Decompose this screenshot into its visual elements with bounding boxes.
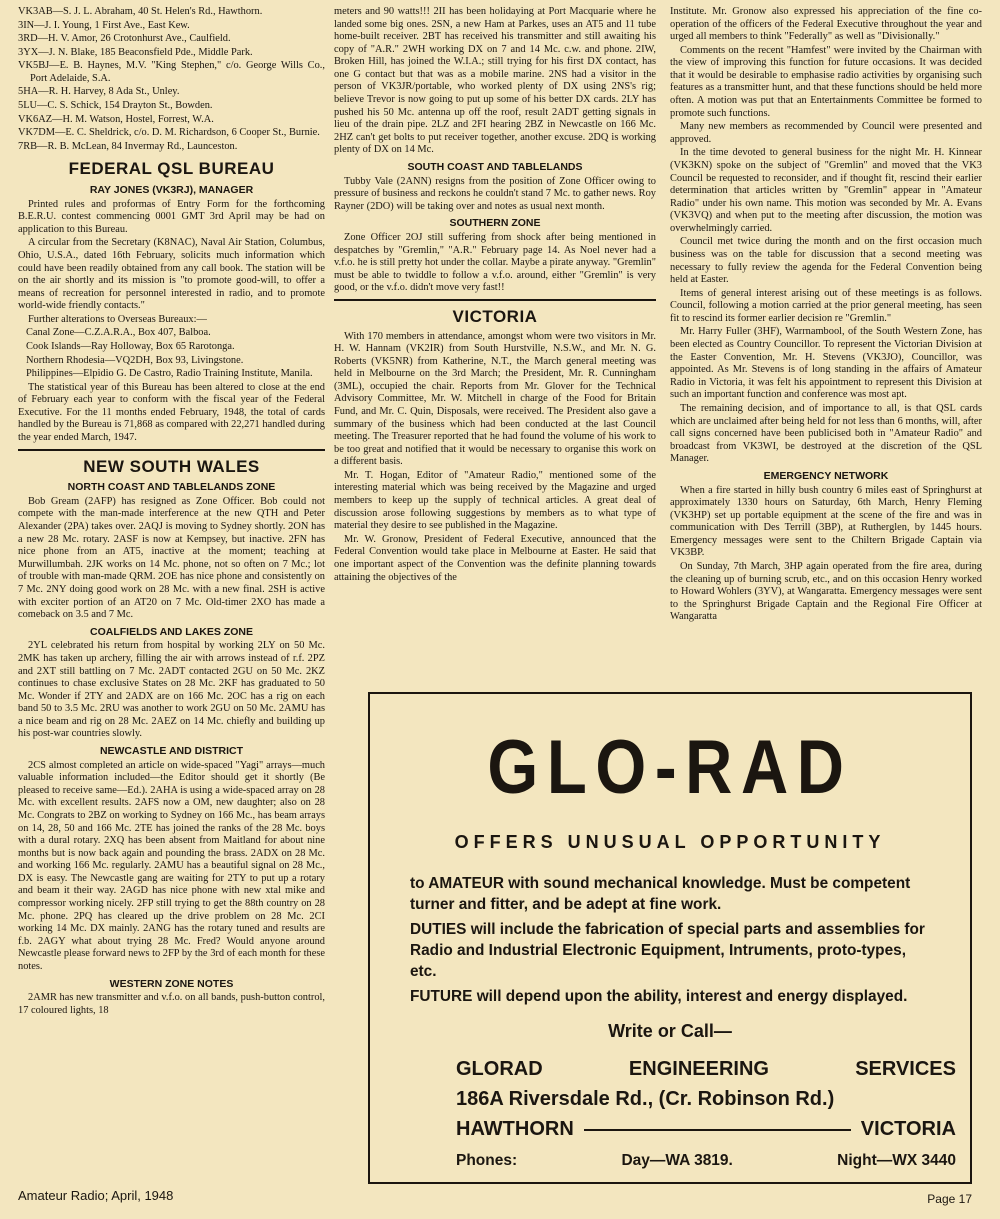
callsign-entry: 5LU—C. S. Schick, 154 Drayton St., Bowden. (18, 100, 213, 112)
ad-state: VICTORIA (860, 1118, 956, 1140)
ad-address-text: 186A Riversdale Rd., (Cr. Robinson Rd.) (456, 1088, 835, 1110)
callsign-entry: VK5BJ—E. B. Haynes, M.V. "King Stephen," c/o. George Wills Co., Port Adelaide, S.A. (18, 60, 325, 84)
column-middle (334, 6, 656, 686)
ad-city-line (456, 1118, 956, 1141)
ad-tagline: OFFERS UNUSUAL OPPORTUNITY (454, 832, 886, 852)
ad-phone-label: Phones: (456, 1152, 518, 1169)
divider (334, 299, 656, 301)
nsw-heading: NEW SOUTH WALES (83, 456, 260, 476)
ad-paragraph: DUTIES will include the fabrication of special parts and assemblies for Radio and Industrial Electronic Equipment, Intruments, proto-types, etc. (410, 921, 925, 980)
callsign-entry: 3RD—H. V. Amor, 26 Crotonhurst Ave., Caulfield. (18, 33, 231, 45)
bureau-entry: Canal Zone—C.Z.A.R.A., Box 407, Balboa. (26, 327, 211, 339)
callsign-entry: 7RB—R. B. McLean, 84 Invermay Rd., Launceston. (18, 140, 238, 152)
victoria-paragraph: Mr. Harry Fuller (3HF), Warrnambool, of the South Western Zone, has been elected as Country Councillor. To represent the Victorian Division at the Easter Convention, Mr. H. Stevens (VK3JO), Councillor, was appointed. As Mr. Stevens is of long standing in the affairs of Amateur Radio in Victoria, it was felt his appointment to represent this Division at such an important function and conference was most apt. (670, 326, 982, 401)
callsign-entry: VK6AZ—H. M. Watson, Hostel, Forrest, W.A. (18, 113, 214, 125)
zone-notes: 2YL celebrated his return from hospital by working 2LY on 50 Mc. 2MK has taken up archery, filling the air with arrows instead of r.f. 2PZ and 2XT still battling on 7 Mc. 2ADT contacted 2GU on 50 Mc. 2KZ continues to chase exclusive States on 28 Mc. 2KF has graduated to 50 Mc. Wonder if 2TY and 2ADX are on 166 Mc. 2OC has a rig on each band 50 to 3.5 Mc. 2RU was another to work 2GU on 50 Mc. 2AMU has a nice beam and rig on 28 Mc. 2AEZ on 14 Mc. chiefly and building up his post-war countries slowly. (18, 640, 325, 740)
zone-notes: Bob Gream (2AFP) has resigned as Zone Officer. Bob could not compete with the man-made interference at the new QTH and Peter Alexander (2PA) takes over. 2AQJ is moving to Sydney shortly. 2ON has a new 28 Mc. rotary. 2ASF is now at Kempsey, but inactive. 2FN has nice phone from an AT5, inactive at the moment; teaching at Murwillumbah. 2JK works on 14 Mc. phone, not so often on 7 Mc.; lot of trouble with man-made QRM. 2OE has nice phone and consistently on 7 Mc. 2NY doing good work on 28 Mc. with a new final. 2SH is active with exciter portion of an AT20 on 7 Mc. Old-timer 2XO has made a comeback on 3.5 and 7 Mc. (18, 495, 325, 621)
zone-notes: Zone Officer 2OJ still suffering from shock after being mentioned in despatches by "Gremlin," "A.R." February page 14. As Noel never had a v.f.o. he is still pretty hot under the collar. Maybe a pirate anyway. "Gremlin" must be able to twiddle to follow a v.f.o. around, either "Gremlin" is very good, or the v.f.o. didn't move very fast!! (334, 232, 656, 294)
newcastle-heading: NEWCASTLE AND DISTRICT (99, 744, 244, 757)
victoria-heading: VICTORIA (452, 306, 538, 326)
callsign-entry: 3YX—J. N. Blake, 185 Beaconsfield Pde., Middle Park. (18, 46, 253, 58)
column-right (670, 6, 982, 686)
qsl-paragraph: A circular from the Secretary (K8NAC), Naval Air Station, Columbus, Ohio, U.S.A., dated 16th February, solicits much information which could have been readily obtained from any call book. The station will be on the air shortly and its mission is "to promote good-will, to offer a means of recreation for personnel interested in radio, and to promote world-wide friendly contacts." (18, 237, 325, 312)
callsign-entry: VK3AB—S. J. L. Abraham, 40 St. Helen's Rd., Hawthorn. (18, 6, 263, 17)
ad-paragraph: FUTURE will depend upon the ability, interest and energy displayed. (410, 988, 908, 1005)
bureau-entry: Cook Islands—Ray Holloway, Box 65 Rarotonga. (26, 340, 235, 352)
ad-company-word: SERVICES (855, 1058, 956, 1080)
callsign-entry: VK7DM—E. C. Sheldrick, c/o. D. M. Richardson, 6 Cooper St., Burnie. (18, 127, 320, 139)
zone-notes: 2CS almost completed an article on wide-spaced "Yagi" arrays—much valuable information included—the Editor should get it shortly (Be pleased to receive same—Ed.). 2AHA is using a wide-spaced array on 28 Mc. with excellent results. 2AFS now a OM, new daughter; also on 28 Mc. Congrats to 2BZ on working to Sydney on 166 Mc., has beam arrays on 14, 28, 50 and 166 Mc. 2TE has joined the ranks of the 28 Mc. boys with a dural rotary. 2XQ has been absent from Maitland for about nine months but is now back again and pounding the brass. 2ADX on 28 Mc. and working 166 Mc. regularly. 2AMU has a beautiful signal on 28 Mc., DX is easy. The Newcastle gang are waiting for 2TY to put up a rotary and beam it their way. 2AGD has nice phone with new xtal mike and compressor working nicely. 2FP still trying to get the 88th country on 28 Mc. phone. 2PQ has cleared up the drive problem on 28 Mc. 2CI working 14 Mc. DX mainly. 2ANG has the rotary tuned and results are f.b. 2AGY what about trying 28 Mc. Fred? Would anyone around Newcastle please forward news to 2FP by the 3rd of each month for these notes. (18, 759, 325, 972)
qsl-manager-subheading: RAY JONES (VK3RJ), MANAGER (89, 183, 254, 196)
zone-notes: Tubby Vale (2ANN) resigns from the position of Zone Officer owing to pressure of business and reckons he couldn't stand 7 Mc. to gather news. Roy Rayner (2DO) will be taking over and notes as usual next month. (334, 175, 656, 212)
ad-city: HAWTHORN (456, 1118, 574, 1140)
victoria-paragraph: Many new members as recommended by Council were presented and approved. (670, 121, 982, 145)
bureau-entry: Northern Rhodesia—VQ2DH, Box 93, Livingstone. (26, 354, 244, 366)
ad-dash (584, 1129, 851, 1131)
southern-zone-heading: SOUTHERN ZONE (449, 217, 541, 230)
ad-call-to-action: Write or Call— (608, 1021, 732, 1041)
western-zone-heading: WESTERN ZONE NOTES (109, 977, 234, 990)
zone-notes: meters and 90 watts!!! 2II has been holidaying at Port Macquarie where he landed some big ones. 2SN, a new Ham at Parkes, uses an AT5 and 11 tube home-built receiver. 2BT has received his transmitter and still awaiting his copy of "A.R." 2WH working DX on 7 and 14 Mc. c.w. and phone. 2IW, Broken Hill, has joined the W.I.A.; still trying for his first DX contact, has one G contact but that was as a mobile marine. 2NS had a visitor in the person of VK3JR/portable, who worked plenty of DX using 2NS's rig; believe Trevor is now going to put up some of his better DX cards. 2LY has pushed his 50 Mc. antenna up off the roof, result 2ADT getting signals in lieu of the drain pipe. 2LZ and 2FI hearing 2BZ in Newcastle on 166 Mc. 2HZ can't get bolts to put receiver together, another excuse. 2DQ is working plenty of DX on 14 Mc. (334, 6, 656, 156)
qsl-paragraph: Further alterations to Overseas Bureaux:— (28, 313, 207, 325)
victoria-paragraph: The remaining decision, and of importance to all, is that QSL cards which are unclaimed after being held for not less than 6 months, will, after call signs concerned have been publicised both in "Amateur Radio" and broadcast from VK3WI, be destroyed at the discretion of the QSL Manager. (670, 402, 982, 465)
victoria-paragraph: Institute. Mr. Gronow also expressed his appreciation of the fine co-operation of the officers of the Federal Executive throughout the year and urged all members to think "Federally" as well as "Divisionally." (670, 6, 982, 43)
north-coast-heading: NORTH COAST AND TABLELANDS ZONE (67, 481, 276, 494)
ad-paragraph: to AMATEUR with sound mechanical knowledge. Must be competent turner and fitter, and be adept at fine work. (410, 875, 911, 913)
qsl-paragraph: Printed rules and proformas of Entry Form for the forthcoming B.E.R.U. contest commencing 0001 GMT 3rd April may be had on application to this Bureau. (18, 198, 325, 235)
victoria-paragraph: Mr. T. Hogan, Editor of "Amateur Radio," mentioned some of the interesting material which was being received by the Magazine and urged members to keep up the supply of technical articles. A great deal of discussion arose following suggestions by members as to what type of material they desire to see published in the Magazine. (334, 469, 656, 532)
victoria-paragraph: In the time devoted to general business for the night Mr. H. Kinnear (VK3KN) spoke on the subject of "Gremlin" and moved that the VK3 Council be requested to reconsider, and if thought fit, rescind their earlier determination that articles written by "Gremlin" appear in "Amateur Radio" under his own name. This motion was seconded by Mr. A. Evans (VK3VQ) and when put to the meeting after discussion, the motion was overwhelmingly carried. (670, 147, 982, 234)
footer-publication: Amateur Radio; April, 1948 (18, 1188, 174, 1203)
emergency-paragraph: On Sunday, 7th March, 3HP again operated from the fire area, during the cleaning up of burning scrub, etc., and on this occasion Henry worked to Howard Wohlers (3YV), at Wangaratta. Emergency messages were sent to the Springhurst Brigade Captain and the Regional Fire Officer at Wangaratta (670, 560, 982, 623)
footer-page-number: Page 17 (927, 1192, 972, 1206)
victoria-paragraph: Items of general interest arising out of these meetings is as follows. Council, following a motion carried at the prior general meeting, has seen fit to rescind its former earlier decision re "Gremlin." (670, 287, 982, 324)
bureau-entry: Philippines—Elpidio G. De Castro, Radio Training Institute, Manila. (26, 368, 313, 380)
zone-notes: 2AMR has new transmitter and v.f.o. on all bands, push-button control, 17 coloured lights, 18 (18, 992, 325, 1016)
ad-company-name (456, 1058, 956, 1081)
victoria-paragraph: Comments on the recent "Hamfest" were invited by the Chairman with the view of improving this function for future occasions. It was decided that it would be desirable to emphasise radio activities by organising such features as a transmitter hunt, and that these functions should be held more often. A motion was put that an Entertainments Committee be formed to promote such functions. (670, 44, 982, 119)
victoria-paragraph: Mr. W. Gronow, President of Federal Executive, announced that the Federal Convention would take place in Melbourne at Easter. He said that one important aspect of the Convention was the definite planning towards attaining the objectives of the (334, 533, 656, 583)
qsl-paragraph: The statistical year of this Bureau has been altered to close at the end of February each year to conform with the fiscal year of the Federal Executive. For the 11 months ended February, 1948, the total of cards handled by the Bureau is 71,868 as compared with 22,271 handled during the year ended March, 1947. (18, 381, 325, 444)
victoria-paragraph: With 170 members in attendance, amongst whom were two visitors in Mr. H. W. Hannam (VK2IR) from South Hurstville, N.S.W., and Mr. N. G. Roberts (VK5NR) from Katherine, N.T., the March general meeting was held in Melbourne on the 3rd March; the President, Mr. R. Cunningham (3ML), occupied the chair. Reports from Mr. Glover for the Technical Advisory Committee, Mr. W. Mitchell in charge of the Food for Britain Fund, and Mr. C. Quin, Disposals, were received. The President also gave a summary of the business which had been conducted at the last Council meeting. The Treasurer reported that he had found the volume of his work to be too great and notified that it would be necessary to organise this work on a different basis. (334, 330, 656, 468)
callsign-entry: 5HA—R. H. Harvey, 8 Ada St., Unley. (18, 86, 180, 98)
coalfields-heading: COALFIELDS AND LAKES ZONE (90, 625, 253, 638)
callsign-entry: 3IN—J. I. Young, 1 First Ave., East Kew. (18, 19, 190, 31)
ad-phone-night: Night—WX 3440 (837, 1152, 956, 1169)
ad-phone-day: Day—WA 3819. (621, 1152, 733, 1169)
ad-company-word: GLORAD (456, 1058, 543, 1080)
emergency-paragraph: When a fire started in hilly bush country 6 miles east of Springhurst at approximately 1330 hours on Saturday, 6th March, Henry Fleming (VK3HP) set up portable equipment at the scene of the fire and was in communication with Des Terrill (3BP), at Rutherglen, by 1445 hours. Emergency messages were sent to the Chiltern Brigade Captain via VK3BP. (670, 484, 982, 559)
divider (18, 449, 325, 451)
victoria-paragraph: Council met twice during the month and on the first occasion much business was on the table for discussion that a second meeting was necessary to fully review the agenda for the Federal Convention being held at Easter. (670, 236, 982, 286)
ad-phones (456, 1152, 956, 1170)
ad-address (456, 1088, 956, 1111)
south-coast-heading: SOUTH COAST AND TABLELANDS (407, 160, 583, 173)
ad-company-word: ENGINEERING (628, 1058, 769, 1080)
glorad-advertisement (368, 692, 972, 1184)
qsl-bureau-heading: FEDERAL QSL BUREAU (68, 159, 275, 179)
emergency-network-heading: EMERGENCY NETWORK (763, 469, 889, 482)
ad-brand-title: GLO-RAD (487, 725, 853, 810)
column-left (18, 6, 325, 1178)
